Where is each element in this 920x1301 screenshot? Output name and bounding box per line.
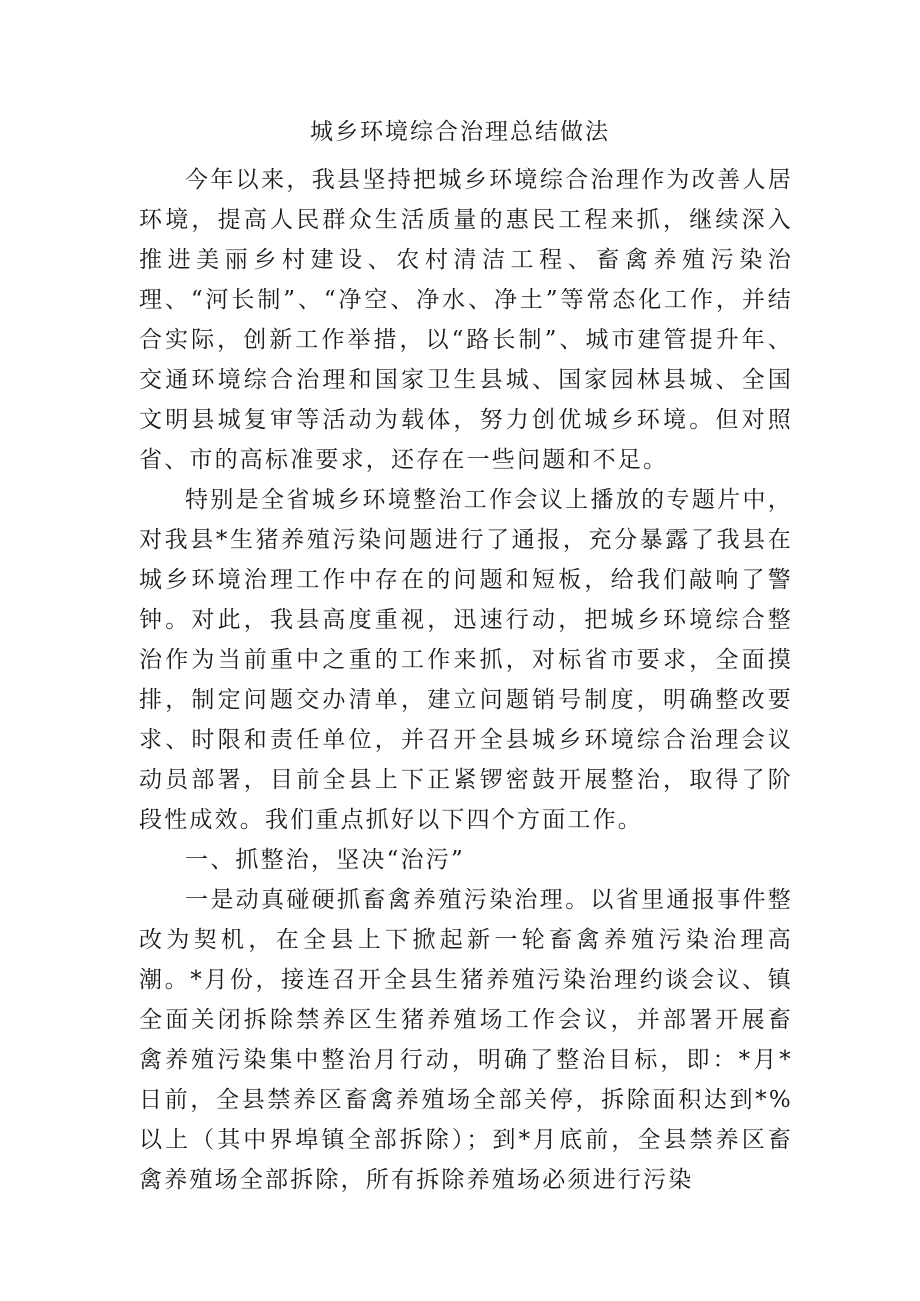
section-heading: 一、抓整治，坚决“治污”	[185, 847, 465, 873]
document-title: 城乡环境综合治理总结做法	[310, 119, 610, 145]
paragraph-livestock-pollution: 一是动真碰硬抓畜禽养殖污染治理。以省里通报事件整改为契机，在全县上下掀起新一轮畜禽养殖污染治理高潮。*月份，接连召开全县生猪养殖污染治理约谈会议、镇全面关闭拆除禁养区生猪养殖场工作会议，并部署开展畜禽养殖污染集中整治月行动，明确了整治目标，即：*月*日前，全县禁养区畜禽养殖场全部关停，拆除面积达到*%以上（其中界埠镇全部拆除）；到*月底前，全县禁养区畜禽养殖场全部拆除，所有拆除养殖场必须进行污染	[139, 887, 793, 1193]
document-body	[139, 160, 793, 1200]
paragraph-intro: 今年以来，我县坚持把城乡环境综合治理作为改善人居环境，提高人民群众生活质量的惠民工程来抓，继续深入推进美丽乡村建设、农村清洁工程、畜禽养殖污染治理、“河长制”、“净空、净水、净土”等常态化工作，并结合实际，创新工作举措，以“路长制”、城市建管提升年、交通环境综合治理和国家卫生县城、国家园林县城、全国文明县城复审等活动为载体，努力创优城乡环境。但对照省、市的高标准要求，还存在一些问题和不足。	[139, 167, 793, 473]
paragraph-background: 特别是全省城乡环境整治工作会议上播放的专题片中，对我县*生猪养殖污染问题进行了通报，充分暴露了我县在城乡环境治理工作中存在的问题和短板，给我们敲响了警钟。对此，我县高度重视，迅速行动，把城乡环境综合整治作为当前重中之重的工作来抓，对标省市要求，全面摸排，制定问题交办清单，建立问题销号制度，明确整改要求、时限和责任单位，并召开全县城乡环境综合治理会议动员部署，目前全县上下正紧锣密鼓开展整治，取得了阶段性成效。我们重点抓好以下四个方面工作。	[139, 487, 793, 833]
